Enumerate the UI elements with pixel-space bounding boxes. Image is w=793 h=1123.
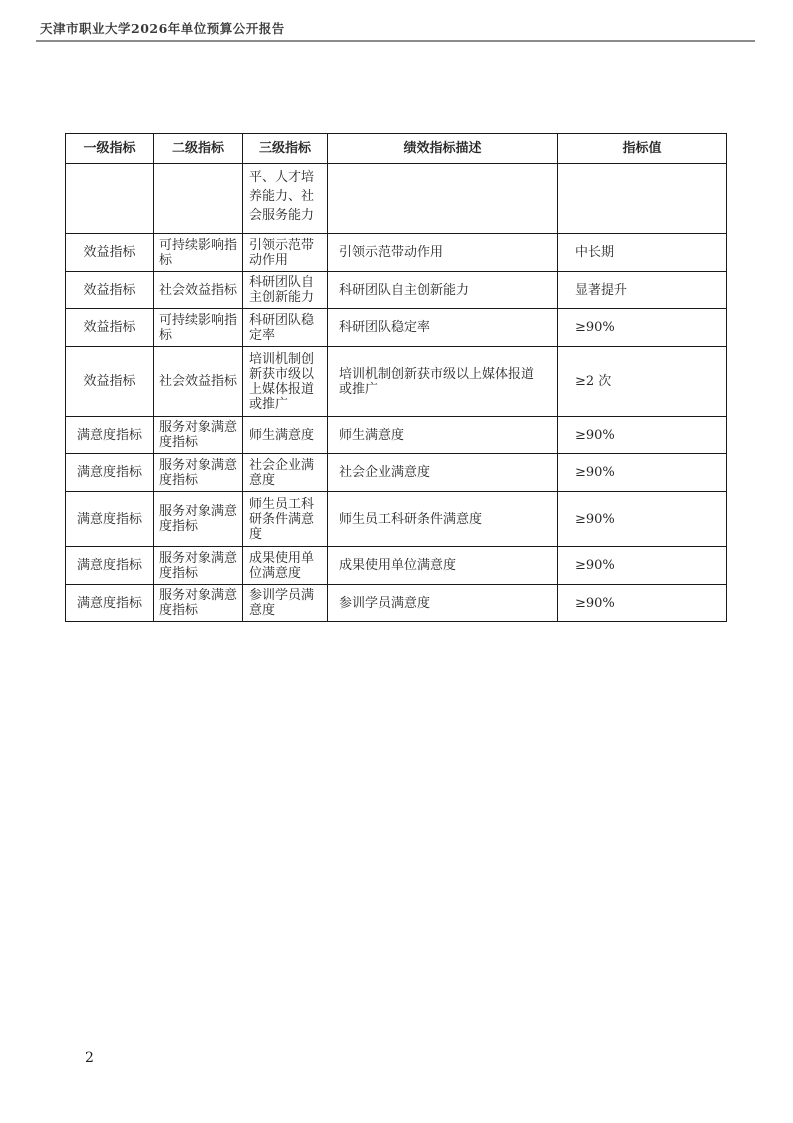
- column-header-4: 绩效指标描述: [328, 134, 558, 164]
- table-cell: 社会企业满意度: [328, 454, 558, 492]
- table-cell: 满意度指标: [66, 454, 154, 492]
- table-cell: ≥90%: [558, 547, 727, 585]
- table-cell: 师生满意度: [243, 417, 328, 454]
- table-cell: 参训学员满意度: [243, 585, 328, 622]
- table-cell: 可持续影响指标: [154, 234, 243, 272]
- table-cell: ≥90%: [558, 417, 727, 454]
- table-cell: 效益指标: [66, 272, 154, 309]
- column-header-2: 二级指标: [154, 134, 243, 164]
- table-cell: ≥2 次: [558, 347, 727, 417]
- table-cell: ≥90%: [558, 492, 727, 547]
- table-cell: ≥90%: [558, 309, 727, 347]
- table-cell: 成果使用单位满意度: [243, 547, 328, 585]
- table-cell: 服务对象满意度指标: [154, 454, 243, 492]
- table-row: [66, 272, 727, 309]
- table-row: [66, 347, 727, 417]
- table-cell: 服务对象满意度指标: [154, 585, 243, 622]
- table-cell: 科研团队自主创新能力: [328, 272, 558, 309]
- table-cell: 科研团队稳定率: [243, 309, 328, 347]
- table-cell: 师生满意度: [328, 417, 558, 454]
- table-body: [66, 164, 727, 622]
- table-cell: 平、人才培养能力、社会服务能力: [243, 164, 328, 234]
- table-cell: 培训机制创新获市级以上媒体报道或推广: [328, 347, 558, 417]
- header-divider-line: [36, 40, 755, 42]
- table-cell: 满意度指标: [66, 547, 154, 585]
- table-cell: [154, 164, 243, 234]
- table-cell: [328, 164, 558, 234]
- table-cell: 引领示范带动作用: [328, 234, 558, 272]
- table-cell: ≥90%: [558, 585, 727, 622]
- table-cell: 可持续影响指标: [154, 309, 243, 347]
- table-cell: 服务对象满意度指标: [154, 492, 243, 547]
- table-cell: 社会企业满意度: [243, 454, 328, 492]
- table-cell: 满意度指标: [66, 417, 154, 454]
- document-header-title: 天津市职业大学2026年单位预算公开报告: [40, 21, 285, 36]
- column-header-5: 指标值: [558, 134, 727, 164]
- table-cell: 效益指标: [66, 347, 154, 417]
- table-cell: 满意度指标: [66, 492, 154, 547]
- table-cell: ≥90%: [558, 454, 727, 492]
- table-cell: 科研团队稳定率: [328, 309, 558, 347]
- table-row: [66, 234, 727, 272]
- table-cell: 培训机制创新获市级以上媒体报道或推广: [243, 347, 328, 417]
- table-cell: 效益指标: [66, 234, 154, 272]
- table-row: [66, 547, 727, 585]
- column-header-1: 一级指标: [66, 134, 154, 164]
- page-number: 2: [85, 1050, 94, 1066]
- table-cell: 成果使用单位满意度: [328, 547, 558, 585]
- table-header-row: [66, 134, 727, 164]
- table-cell: 服务对象满意度指标: [154, 547, 243, 585]
- table-row: [66, 309, 727, 347]
- table-cell: 引领示范带动作用: [243, 234, 328, 272]
- table-cell: 师生员工科研条件满意度: [243, 492, 328, 547]
- table-cell: [558, 164, 727, 234]
- table-cell: 中长期: [558, 234, 727, 272]
- table-cell: 师生员工科研条件满意度: [328, 492, 558, 547]
- table-cell: 科研团队自主创新能力: [243, 272, 328, 309]
- table-row: [66, 164, 727, 234]
- table-cell: 效益指标: [66, 309, 154, 347]
- table-row: [66, 417, 727, 454]
- table-cell: 满意度指标: [66, 585, 154, 622]
- table-cell: 服务对象满意度指标: [154, 417, 243, 454]
- table-cell: [66, 164, 154, 234]
- table-row: [66, 492, 727, 547]
- table-cell: 显著提升: [558, 272, 727, 309]
- table-row: [66, 454, 727, 492]
- table-cell: 社会效益指标: [154, 347, 243, 417]
- column-header-3: 三级指标: [243, 134, 328, 164]
- table-cell: 社会效益指标: [154, 272, 243, 309]
- performance-indicator-table: [65, 133, 727, 622]
- table-row: [66, 585, 727, 622]
- table-cell: 参训学员满意度: [328, 585, 558, 622]
